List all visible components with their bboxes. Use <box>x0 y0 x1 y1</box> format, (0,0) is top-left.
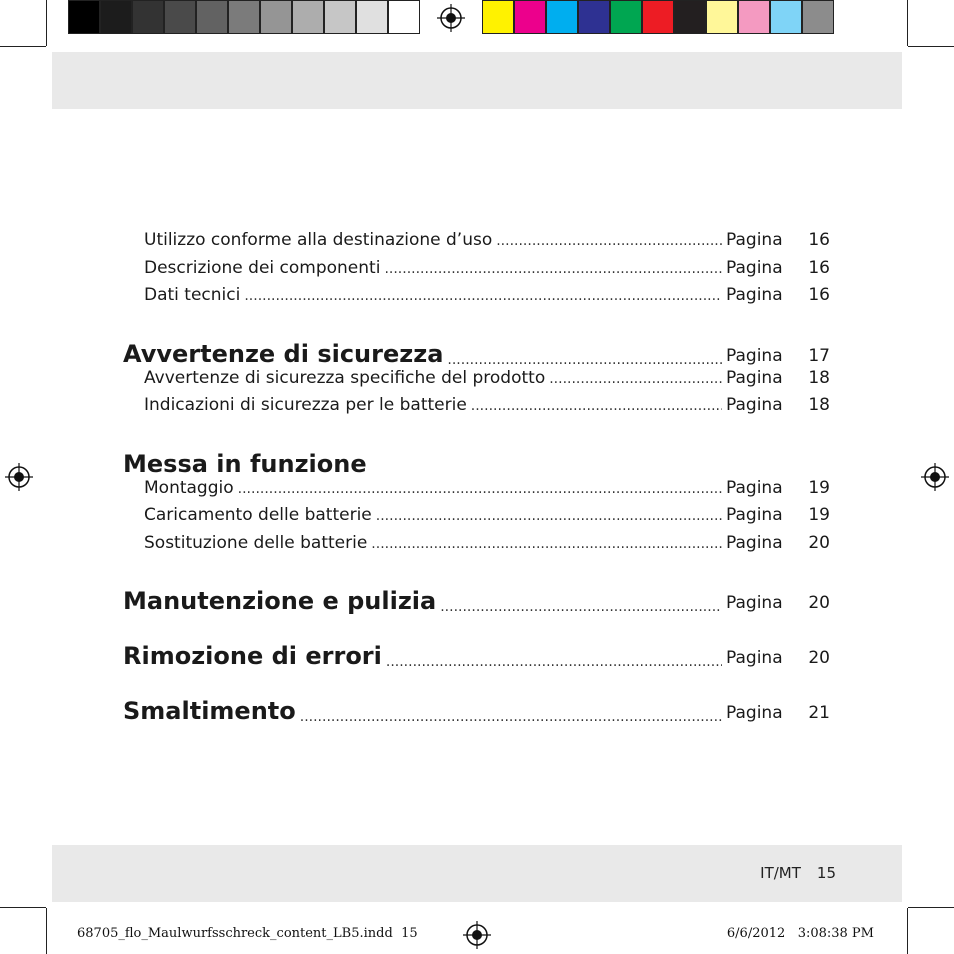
toc-entry-title: Descrizione dei componenti <box>144 257 381 278</box>
toc-leader-dots <box>376 508 722 524</box>
toc-entry-title: Rimozione di errori <box>123 642 382 670</box>
slug-time: 3:08:38 PM <box>797 926 874 941</box>
toc-page-number: 19 <box>808 477 830 498</box>
slug-file-info <box>77 926 418 941</box>
toc-section-entry <box>123 395 830 423</box>
toc-page-word: Pagina <box>726 593 783 613</box>
color-swatch <box>642 0 674 34</box>
color-swatch <box>610 0 642 34</box>
toc-entry-title: Avvertenze di sicurezza specifiche del prodotto <box>144 367 546 388</box>
toc-leader-dots <box>549 371 722 387</box>
page-footer-label <box>760 864 836 882</box>
toc-section-entry <box>123 505 830 533</box>
locale-label: IT/MT <box>760 864 801 882</box>
crop-mark <box>0 907 46 908</box>
toc-page-word: Pagina <box>726 367 783 388</box>
toc-page-word: Pagina <box>726 257 783 278</box>
gray-swatch <box>132 0 164 34</box>
toc-entry-title: Messa in funzione <box>123 449 367 478</box>
toc-page-number: 16 <box>808 230 830 250</box>
color-calibration-bar <box>68 0 834 36</box>
toc-page-number: 21 <box>808 703 830 723</box>
registration-mark-bottom <box>463 921 491 949</box>
gray-swatch <box>324 0 356 34</box>
toc-leader-dots <box>238 481 722 497</box>
toc-section-entry <box>123 230 830 258</box>
color-swatch <box>546 0 578 34</box>
color-swatch <box>482 0 514 34</box>
toc-entry-title: Montaggio <box>144 477 234 498</box>
toc-section-entry <box>123 533 830 561</box>
color-swatches <box>482 0 834 36</box>
toc-chapter-entry <box>123 670 830 725</box>
toc-leader-dots <box>386 654 722 670</box>
toc-leader-dots <box>384 261 722 277</box>
toc-section-entry <box>123 285 830 313</box>
toc-page-word: Pagina <box>726 395 783 415</box>
toc-chapter-entry <box>123 615 830 670</box>
crop-mark <box>0 46 46 47</box>
crop-mark <box>907 0 908 46</box>
toc-entry-title: Indicazioni di sicurezza per le batterie <box>144 395 467 415</box>
toc-entry-title: Avvertenze di sicurezza <box>123 339 444 368</box>
crop-mark <box>46 908 47 954</box>
toc-entry-title: Utilizzo conforme alla destinazione d’uso <box>144 230 493 250</box>
grayscale-swatches <box>68 0 420 36</box>
registration-mark-left <box>5 463 33 491</box>
toc-page-word: Pagina <box>726 285 783 305</box>
color-swatch <box>770 0 802 34</box>
color-swatch <box>514 0 546 34</box>
toc-page-number: 20 <box>808 593 830 613</box>
gray-swatch <box>100 0 132 34</box>
toc-entry-title: Caricamento delle batterie <box>144 505 372 525</box>
toc-page-number: 19 <box>808 505 830 525</box>
toc-entry-title: Sostituzione delle batterie <box>144 532 368 553</box>
toc-page-word: Pagina <box>726 477 783 498</box>
gray-swatch <box>228 0 260 34</box>
toc-leader-dots <box>471 398 722 414</box>
crop-mark <box>908 46 954 47</box>
toc-leader-dots <box>244 288 722 304</box>
color-swatch <box>802 0 834 34</box>
toc-page-number: 18 <box>808 367 830 388</box>
crop-mark <box>907 908 908 954</box>
gray-swatch <box>260 0 292 34</box>
toc-section-entry <box>123 478 830 506</box>
toc-page-number: 16 <box>808 285 830 305</box>
toc-section-entry <box>123 258 830 286</box>
toc-page-word: Pagina <box>726 505 783 525</box>
toc-leader-dots <box>447 352 722 368</box>
gray-swatch <box>164 0 196 34</box>
color-swatch <box>706 0 738 34</box>
table-of-contents <box>123 230 830 725</box>
gray-swatch <box>356 0 388 34</box>
slug-file-page: 15 <box>401 926 418 941</box>
registration-mark-top <box>420 0 482 36</box>
toc-chapter-entry <box>123 313 830 368</box>
color-swatch <box>738 0 770 34</box>
toc-entry-title: Dati tecnici <box>144 285 241 305</box>
toc-page-number: 17 <box>808 345 830 366</box>
page-number: 15 <box>816 864 836 882</box>
gray-swatch <box>388 0 420 34</box>
toc-leader-dots <box>371 536 722 552</box>
toc-entry-title: Manutenzione e pulizia <box>123 587 437 615</box>
color-swatch <box>674 0 706 34</box>
toc-leader-dots <box>300 709 722 725</box>
toc-page-word: Pagina <box>726 703 783 723</box>
toc-section-entry <box>123 368 830 396</box>
header-band <box>52 52 902 109</box>
toc-leader-dots <box>440 599 722 615</box>
slug-file-name: 68705_flo_Maulwurfsschreck_content_LB5.indd <box>77 926 393 941</box>
registration-mark-right <box>921 463 949 491</box>
toc-page-number: 16 <box>808 257 830 278</box>
toc-page-word: Pagina <box>726 532 783 553</box>
toc-page-number: 18 <box>808 395 830 415</box>
gray-swatch <box>196 0 228 34</box>
gray-swatch <box>292 0 324 34</box>
toc-page-word: Pagina <box>726 648 783 668</box>
toc-chapter-entry <box>123 560 830 615</box>
toc-page-number: 20 <box>808 648 830 668</box>
toc-page-number: 20 <box>808 532 830 553</box>
gray-swatch <box>68 0 100 34</box>
crop-mark <box>908 907 954 908</box>
slug-timestamp <box>727 926 874 941</box>
color-swatch <box>578 0 610 34</box>
toc-entry-title: Smaltimento <box>123 697 296 725</box>
toc-leader-dots <box>496 233 722 249</box>
slug-date: 6/6/2012 <box>726 926 786 941</box>
crop-mark <box>46 0 47 46</box>
toc-chapter-entry <box>123 423 830 478</box>
toc-page-word: Pagina <box>726 345 783 366</box>
toc-page-word: Pagina <box>726 230 783 250</box>
